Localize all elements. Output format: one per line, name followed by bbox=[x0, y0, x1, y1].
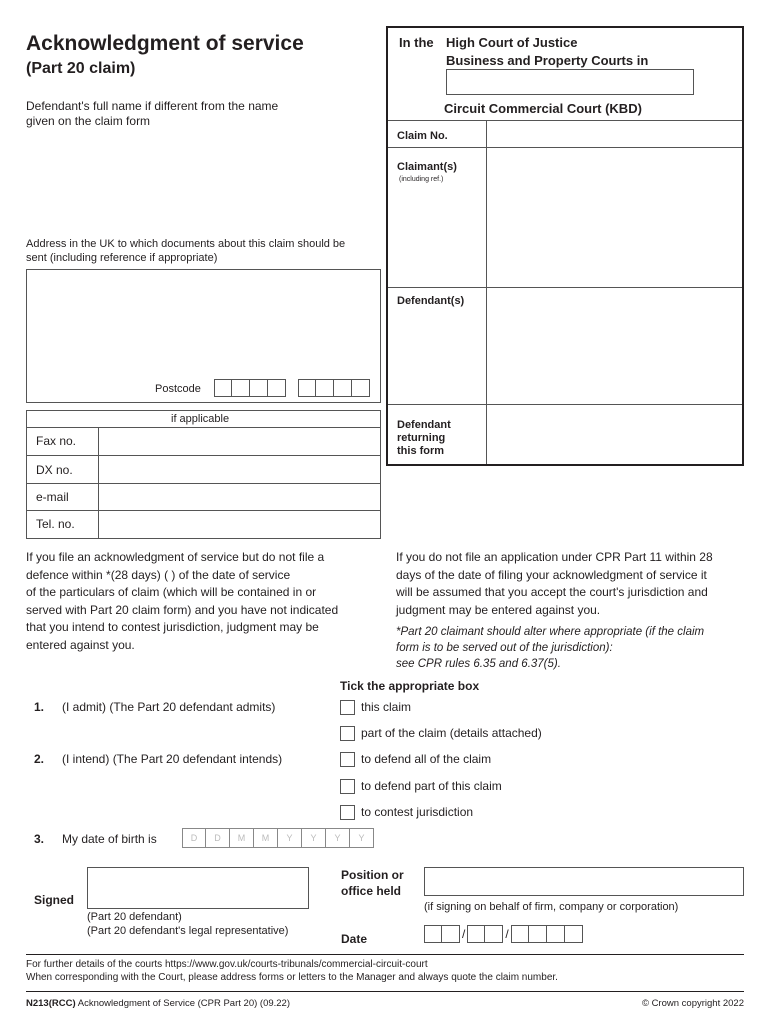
italic-note-line: *Part 20 claimant should alter where appropriate (if the claim bbox=[396, 626, 705, 638]
court-division: Business and Property Courts in bbox=[446, 53, 649, 68]
q1-label: (I admit) (The Part 20 defendant admits) bbox=[62, 700, 276, 714]
form-subtitle: (Part 20 claim) bbox=[26, 60, 136, 77]
defendants-label: Defendant(s) bbox=[397, 295, 465, 307]
returning-label-line3: this form bbox=[397, 445, 445, 457]
postcode-cell[interactable] bbox=[250, 379, 268, 397]
date-day-cell[interactable] bbox=[424, 925, 442, 943]
admit-claim-checkbox[interactable] bbox=[340, 700, 355, 715]
claimants-input[interactable] bbox=[487, 148, 742, 287]
dob-year-cell[interactable]: Y bbox=[326, 828, 350, 848]
defend-part-label: to defend part of this claim bbox=[361, 779, 502, 793]
returning-label-line1: Defendant bbox=[397, 419, 451, 431]
date-year-cell[interactable] bbox=[565, 925, 583, 943]
date-day-cell[interactable] bbox=[442, 925, 460, 943]
dob-day-cell[interactable]: D bbox=[182, 828, 206, 848]
defend-part-checkbox[interactable] bbox=[340, 779, 355, 794]
postcode-cell[interactable] bbox=[316, 379, 334, 397]
date-month-cell[interactable] bbox=[485, 925, 503, 943]
italic-note-line: form is to be served out of the jurisdiction): bbox=[396, 642, 613, 654]
tel-label: Tel. no. bbox=[36, 517, 75, 531]
postcode-cell[interactable] bbox=[232, 379, 250, 397]
form-title: Acknowledgment of service bbox=[26, 32, 304, 55]
postcode-cell[interactable] bbox=[298, 379, 316, 397]
right-note-italic bbox=[396, 624, 756, 672]
dob-input[interactable] bbox=[182, 828, 374, 848]
defendant-name-label-line1: Defendant's full name if different from the name bbox=[26, 99, 279, 113]
if-applicable-label: if applicable bbox=[171, 413, 230, 425]
footer-correspondence-note: When corresponding with the Court, please address forms or letters to the Manager and always quote the claim number. bbox=[26, 972, 558, 983]
dob-label: My date of birth is bbox=[62, 832, 157, 846]
dob-month-cell[interactable]: M bbox=[230, 828, 254, 848]
postcode-label: Postcode bbox=[155, 383, 201, 395]
q2-label: (I intend) (The Part 20 defendant intends) bbox=[62, 752, 283, 766]
date-month-cell[interactable] bbox=[467, 925, 485, 943]
court-location-input[interactable] bbox=[446, 69, 694, 95]
left-note-line: of the particulars of claim (which will be contained in or bbox=[26, 585, 317, 599]
right-note-line: If you do not file an application under CPR Part 11 within 28 bbox=[396, 550, 713, 564]
footer-courts-link: For further details of the courts https://www.gov.uk/courts-tribunals/commercial-circuit-court bbox=[26, 959, 428, 970]
defendant-name-label bbox=[26, 99, 278, 129]
dx-input[interactable] bbox=[99, 456, 380, 483]
signed-label: Signed bbox=[34, 893, 75, 907]
email-input[interactable] bbox=[99, 484, 380, 510]
date-year-cell[interactable] bbox=[511, 925, 529, 943]
q2-number: 2. bbox=[34, 752, 45, 766]
defend-all-label: to defend all of the claim bbox=[361, 752, 492, 766]
date-separator: / bbox=[462, 926, 466, 941]
admit-part-checkbox[interactable] bbox=[340, 726, 355, 741]
contest-jurisdiction-checkbox[interactable] bbox=[340, 805, 355, 820]
form-reference bbox=[26, 998, 290, 1009]
tick-heading: Tick the appropriate box bbox=[340, 679, 480, 693]
right-note-line: will be assumed that you accept the court's jurisdiction and bbox=[396, 585, 708, 599]
footer-divider bbox=[26, 954, 744, 955]
postcode-cell[interactable] bbox=[352, 379, 370, 397]
address-label-line1: Address in the UK to which documents about this claim should be bbox=[26, 238, 346, 250]
claimants-label: Claimant(s) bbox=[397, 161, 457, 173]
date-year-cell[interactable] bbox=[547, 925, 565, 943]
dob-year-cell[interactable]: Y bbox=[350, 828, 374, 848]
dx-label: DX no. bbox=[36, 463, 73, 477]
returning-defendant-input[interactable] bbox=[487, 405, 742, 464]
left-note-line: served with Part 20 claim form) and you have not indicated bbox=[26, 602, 339, 617]
claim-no-input[interactable] bbox=[487, 121, 742, 147]
q1-number: 1. bbox=[34, 700, 45, 714]
footer-info bbox=[26, 958, 558, 984]
defend-all-checkbox[interactable] bbox=[340, 752, 355, 767]
signature-sublabel-1: (Part 20 defendant) bbox=[87, 911, 182, 923]
signature-sublabels bbox=[87, 910, 288, 938]
claim-no-label: Claim No. bbox=[397, 130, 448, 142]
right-note-line: days of the date of filing your acknowledgment of service it bbox=[396, 567, 707, 582]
admit-part-label: part of the claim (details attached) bbox=[361, 726, 542, 740]
left-note-line: that you intend to contest jurisdiction, judgment may be bbox=[26, 620, 319, 634]
dob-year-cell[interactable]: Y bbox=[302, 828, 326, 848]
admit-claim-label: this claim bbox=[361, 700, 412, 714]
contact-table bbox=[26, 410, 381, 539]
court-panel bbox=[386, 26, 744, 466]
address-label-line2: sent (including reference if appropriate) bbox=[26, 252, 218, 264]
address-label bbox=[26, 237, 345, 265]
court-list: Circuit Commercial Court (KBD) bbox=[444, 101, 642, 116]
form-code: N213(RCC) bbox=[26, 998, 76, 1009]
fax-input[interactable] bbox=[99, 428, 380, 455]
postcode-first-half[interactable] bbox=[214, 379, 286, 397]
dob-year-cell[interactable]: Y bbox=[278, 828, 302, 848]
right-note bbox=[396, 549, 756, 619]
italic-note-line: see CPR rules 6.35 and 6.37(5). bbox=[396, 658, 561, 670]
copyright: © Crown copyright 2022 bbox=[641, 998, 744, 1009]
returning-defendant-label bbox=[397, 419, 451, 458]
position-label bbox=[341, 867, 404, 899]
left-note-line: defence within *(28 days) ( ) of the date of service bbox=[26, 567, 291, 582]
signature-sublabel-2: (Part 20 defendant's legal representative) bbox=[87, 925, 289, 937]
defendants-input[interactable] bbox=[487, 288, 742, 404]
email-label: e-mail bbox=[36, 490, 69, 504]
date-year-cell[interactable] bbox=[529, 925, 547, 943]
defendant-name-label-line2: given on the claim form bbox=[26, 114, 151, 128]
contest-jurisdiction-label: to contest jurisdiction bbox=[361, 805, 474, 819]
footer-divider bbox=[26, 991, 744, 992]
date-separator: / bbox=[505, 926, 509, 941]
court-name: High Court of Justice bbox=[446, 35, 578, 50]
claimants-sublabel: (including ref.) bbox=[399, 176, 444, 183]
date-input[interactable] bbox=[424, 925, 583, 943]
postcode-cell[interactable] bbox=[334, 379, 352, 397]
left-note bbox=[26, 549, 381, 654]
left-note-line: entered against you. bbox=[26, 637, 135, 652]
position-label-line2: office held bbox=[341, 884, 402, 898]
postcode-second-half[interactable] bbox=[298, 379, 370, 397]
position-sublabel: (if signing on behalf of firm, company or corporation) bbox=[424, 901, 679, 913]
in-the-label: In the bbox=[399, 35, 434, 50]
q3-number: 3. bbox=[34, 832, 45, 846]
position-input[interactable] bbox=[424, 867, 744, 896]
date-label: Date bbox=[341, 932, 368, 946]
signature-input[interactable] bbox=[87, 867, 309, 909]
left-note-line: If you file an acknowledgment of service but do not file a bbox=[26, 550, 325, 564]
dob-day-cell[interactable]: D bbox=[206, 828, 230, 848]
tel-input[interactable] bbox=[99, 511, 380, 538]
position-label-line1: Position or bbox=[341, 868, 404, 882]
right-note-line: judgment may be entered against you. bbox=[396, 602, 601, 617]
returning-label-line2: returning bbox=[397, 432, 446, 444]
postcode-cell[interactable] bbox=[268, 379, 286, 397]
fax-label: Fax no. bbox=[36, 434, 77, 448]
form-name: Acknowledgment of Service (CPR Part 20) (09.22) bbox=[77, 998, 291, 1009]
postcode-cell[interactable] bbox=[214, 379, 232, 397]
dob-month-cell[interactable]: M bbox=[254, 828, 278, 848]
